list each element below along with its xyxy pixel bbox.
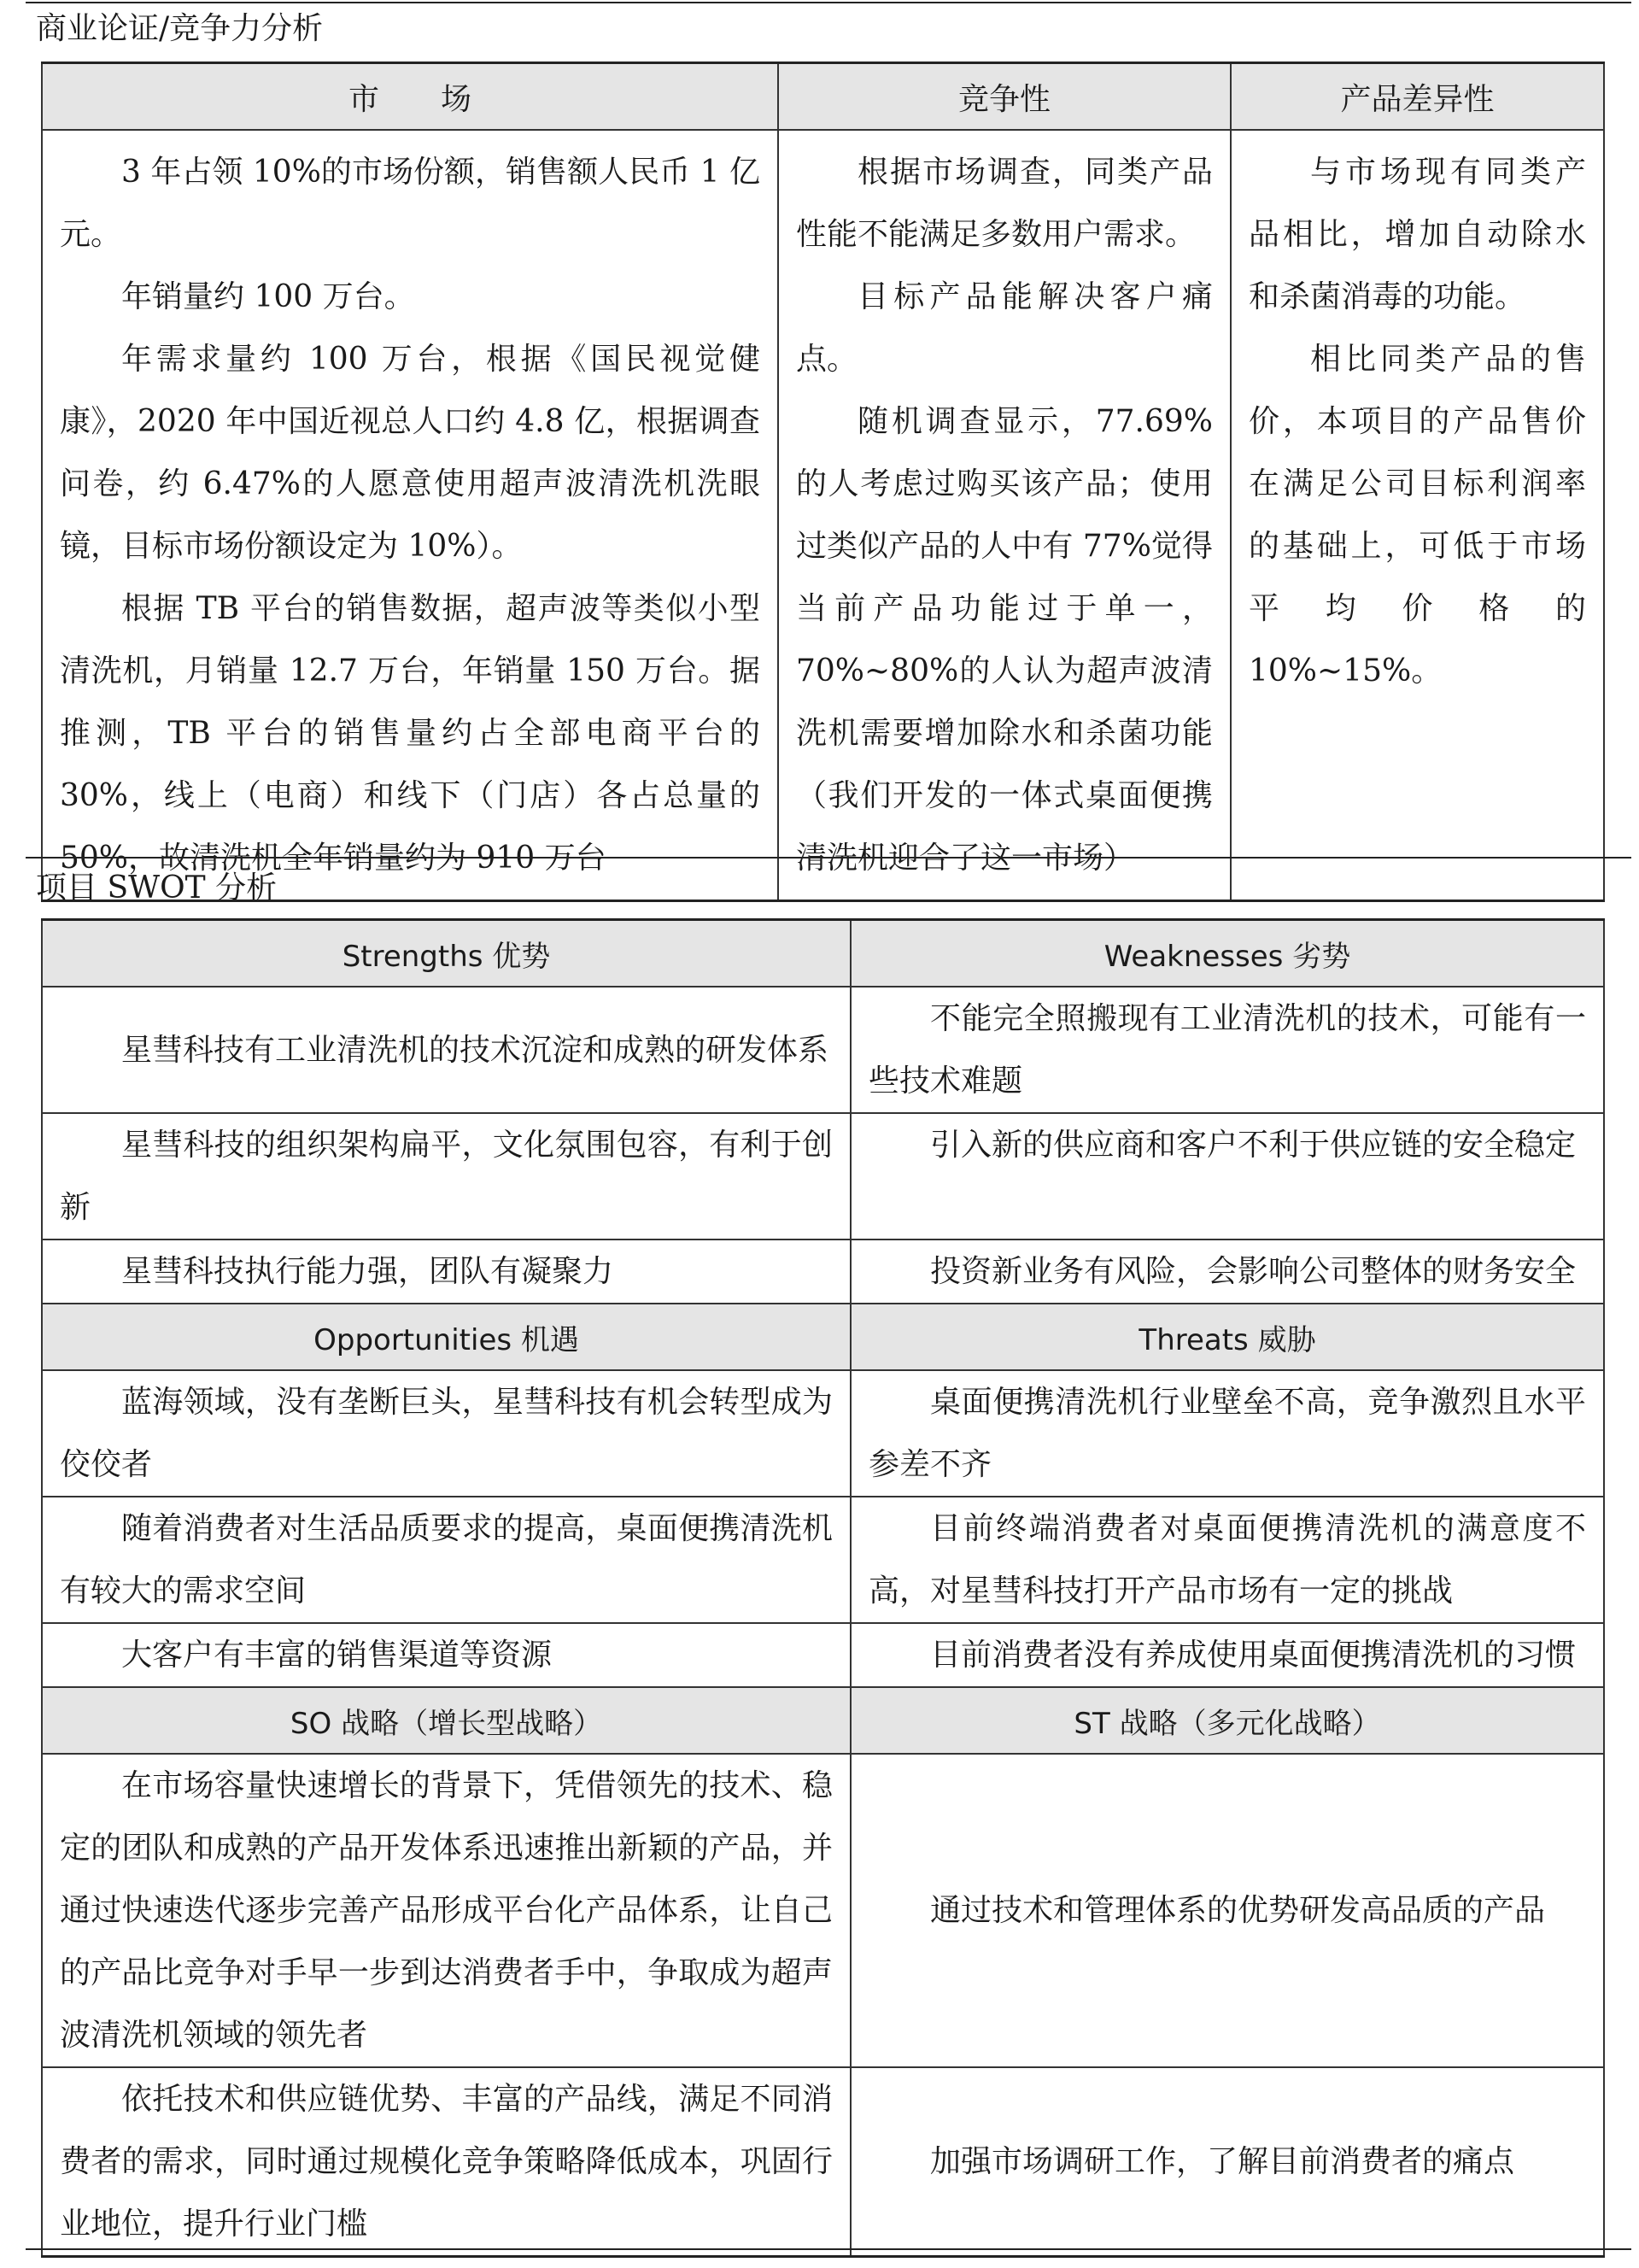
so-text: 依托技术和供应链优势、丰富的产品线，满足不同消费者的需求，同时通过规模化竞争策略降低成本，巩固行业地位，提升行业门槛 bbox=[60, 2082, 833, 2242]
so-cell bbox=[42, 1754, 851, 2067]
market-paragraph: 3 年占领 10%的市场份额，销售额人民币 1 亿元。 bbox=[60, 155, 760, 252]
strength-text: 星彗科技有工业清洗机的技术沉淀和成熟的研发体系 bbox=[121, 1032, 829, 1068]
header-row bbox=[42, 1304, 1604, 1370]
swot-table bbox=[41, 918, 1605, 2258]
opportunity-cell bbox=[42, 1497, 851, 1623]
difference-paragraph: 相比同类产品的售价，本项目的产品售价在满足公司目标利润率的基础上，可低于市场平均价格的 10%~15%。 bbox=[1249, 342, 1586, 689]
st-text: 通过技术和管理体系的优势研发高品质的产品 bbox=[930, 1893, 1546, 1928]
top-rule bbox=[26, 2, 1631, 3]
threat-text: 目前终端消费者对桌面便携清洗机的满意度不高，对星彗科技打开产品市场有一定的挑战 bbox=[869, 1511, 1586, 1609]
table-row bbox=[42, 1623, 1604, 1687]
header-so-strategy: SO 战略（增长型战略） bbox=[42, 1687, 851, 1754]
competitiveness-table bbox=[41, 62, 1605, 902]
difference-paragraph: 与市场现有同类产品相比，增加自动除水和杀菌消毒的功能。 bbox=[1249, 155, 1586, 314]
opportunity-cell bbox=[42, 1623, 851, 1687]
section-caption-swot: 项目 SWOT 分析 bbox=[36, 870, 278, 905]
header-opportunities: Opportunities 机遇 bbox=[42, 1304, 851, 1370]
header-strengths: Strengths 优势 bbox=[42, 920, 851, 987]
section-caption-competitiveness: 商业论证/竞争力分析 bbox=[36, 11, 324, 46]
header-competition: 竞争性 bbox=[778, 63, 1231, 131]
threat-cell bbox=[851, 1370, 1604, 1497]
strength-cell bbox=[42, 1239, 851, 1304]
bottom-rule bbox=[26, 2248, 1631, 2250]
header-row bbox=[42, 1687, 1604, 1754]
opportunity-cell bbox=[42, 1370, 851, 1497]
st-text: 加强市场调研工作，了解目前消费者的痛点 bbox=[930, 2144, 1515, 2179]
threat-cell bbox=[851, 1623, 1604, 1687]
market-paragraph: 年需求量约 100 万台，根据《国民视觉健康》，2020 年中国近视总人口约 4.8 亿，根据调查问卷，约 6.47%的人愿意使用超声波清洗机洗眼镜，目标市场份额设定为 10%）。 bbox=[60, 342, 760, 564]
table-row bbox=[42, 1497, 1604, 1623]
strength-cell bbox=[42, 987, 851, 1113]
weakness-cell bbox=[851, 1239, 1604, 1304]
header-row bbox=[42, 920, 1604, 987]
difference-cell bbox=[1231, 130, 1604, 901]
competition-paragraph: 根据市场调查，同类产品性能不能满足多数用户需求。 bbox=[796, 155, 1213, 252]
table-row bbox=[42, 1370, 1604, 1497]
strength-cell bbox=[42, 1113, 851, 1239]
market-paragraph: 年销量约 100 万台。 bbox=[121, 279, 415, 314]
header-market: 市 场 bbox=[42, 63, 778, 131]
header-threats: Threats 威胁 bbox=[851, 1304, 1604, 1370]
header-row bbox=[42, 63, 1604, 131]
table-row bbox=[42, 987, 1604, 1113]
market-paragraph: 根据 TB 平台的销售数据，超声波等类似小型清洗机，月销量 12.7 万台，年销量 150 万台。据推测，TB 平台的销售量约占全部电商平台的 30%，线上（电商）和线下（门店）各占总量的 50%，故清洗机全年销量约为 910 万台 bbox=[60, 591, 760, 876]
strength-text: 星彗科技执行能力强，团队有凝聚力 bbox=[121, 1254, 614, 1289]
threat-text: 目前消费者没有养成使用桌面便携清洗机的习惯 bbox=[930, 1638, 1577, 1673]
section-divider bbox=[26, 857, 1631, 859]
competition-paragraph: 随机调查显示，77.69%的人考虑过购买该产品；使用过类似产品的人中有 77%觉得当前产品功能过于单一，70%~80%的人认为超声波清洗机需要增加除水和杀菌功能（我们开发的一体式桌面便携清洗机迎合了这一市场） bbox=[796, 404, 1213, 876]
weakness-text: 不能完全照搬现有工业清洗机的技术，可能有一些技术难题 bbox=[869, 1001, 1586, 1099]
weakness-cell bbox=[851, 987, 1604, 1113]
threat-cell bbox=[851, 1497, 1604, 1623]
opportunity-text: 大客户有丰富的销售渠道等资源 bbox=[121, 1638, 553, 1673]
opportunity-text: 蓝海领域，没有垄断巨头，星彗科技有机会转型成为佼佼者 bbox=[60, 1385, 833, 1482]
table-row bbox=[42, 130, 1604, 901]
weakness-text: 引入新的供应商和客户不利于供应链的安全稳定 bbox=[930, 1128, 1577, 1163]
so-text: 在市场容量快速增长的背景下，凭借领先的技术、稳定的团队和成熟的产品开发体系迅速推出新颖的产品，并通过快速迭代逐步完善产品形成平台化产品体系，让自己的产品比竞争对手早一步到达消费者手中，争取成为超声波清洗机领域的领先者 bbox=[60, 1768, 833, 2053]
competition-paragraph: 目标产品能解决客户痛点。 bbox=[796, 279, 1213, 377]
competition-cell bbox=[778, 130, 1231, 901]
header-difference: 产品差异性 bbox=[1231, 63, 1604, 131]
weakness-text: 投资新业务有风险，会影响公司整体的财务安全 bbox=[930, 1254, 1577, 1289]
strength-text: 星彗科技的组织架构扁平，文化氛围包容，有利于创新 bbox=[60, 1128, 833, 1225]
weakness-cell bbox=[851, 1113, 1604, 1239]
header-weaknesses: Weaknesses 劣势 bbox=[851, 920, 1604, 987]
table-row bbox=[42, 1754, 1604, 2067]
header-st-strategy: ST 战略（多元化战略） bbox=[851, 1687, 1604, 1754]
table-row bbox=[42, 2067, 1604, 2257]
threat-text: 桌面便携清洗机行业壁垒不高，竞争激烈且水平参差不齐 bbox=[869, 1385, 1586, 1482]
table-row bbox=[42, 1239, 1604, 1304]
st-cell bbox=[851, 1754, 1604, 2067]
opportunity-text: 随着消费者对生活品质要求的提高，桌面便携清洗机有较大的需求空间 bbox=[60, 1511, 833, 1609]
table-row bbox=[42, 1113, 1604, 1239]
market-cell bbox=[42, 130, 778, 901]
so-cell bbox=[42, 2067, 851, 2257]
st-cell bbox=[851, 2067, 1604, 2257]
